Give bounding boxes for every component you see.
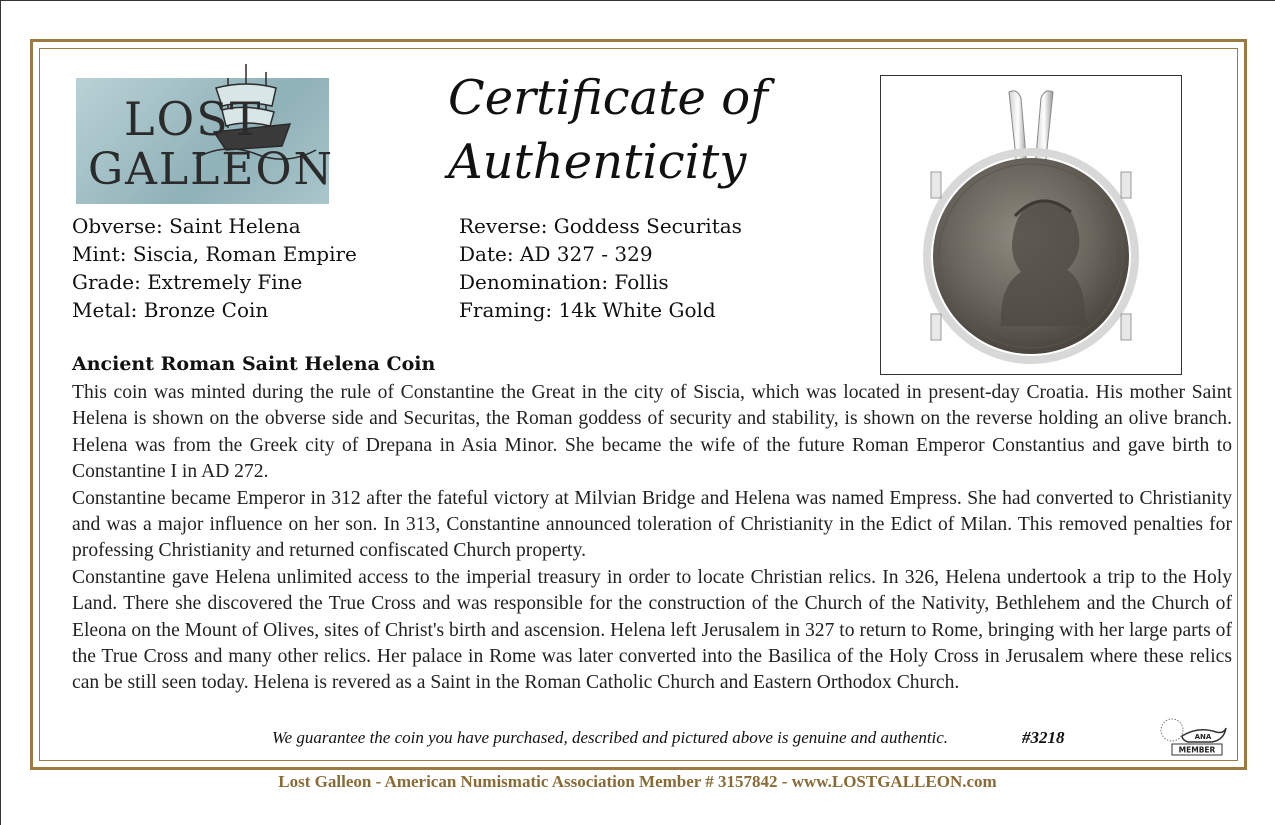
page-top-rule	[0, 0, 1275, 1]
page-left-rule	[0, 0, 1, 825]
title-line-1: Certificate of	[448, 70, 768, 126]
coin-description	[72, 380, 1232, 697]
coin-pendant-icon	[881, 76, 1181, 374]
ana-badge-bottom-text: MEMBER	[1178, 745, 1216, 755]
description-heading: Ancient Roman Saint Helena Coin	[72, 353, 436, 375]
grade-detail: Grade: Extremely Fine	[72, 270, 303, 294]
title-line-2: Authenticity	[448, 134, 747, 190]
coin-details-right	[459, 212, 742, 324]
certificate-number: #3218	[1022, 728, 1065, 747]
lost-galleon-logo	[76, 78, 335, 204]
logo-text-galleon: GALLEON	[88, 144, 335, 195]
ana-member-badge	[1158, 714, 1230, 758]
description-paragraph-3: Constantine gave Helena unlimited access to the imperial treasury in order to locate Christian relics. In 326, Helena undertook a trip to the Holy Land. There she discovered the True Cross and was responsible for the construction of the Church of the Nativity, Bethlehem and the Church of Eleona on the Mount of Olives, sites of Christ's birth and ascension. Helena left Jerusalem in 327 to return to Rome, bringing with her large parts of the True Cross and many other relics. Her palace in Rome was later converted into the Basilica of the Holy Cross in Jerusalem where these relics can be still seen today. Helena is revered as a Saint in the Roman Catholic Church and Eastern Orthodox Church.	[72, 566, 1232, 694]
framing-detail: Framing: 14k White Gold	[459, 298, 716, 322]
description-paragraph-1: This coin was minted during the rule of Constantine the Great in the city of Siscia, which was located in present-day Croatia. His mother Saint Helena is shown on the obverse side and Securitas, the Roman goddess of security and stability, is shown on the reverse holding an olive branch. Helena was from the Greek city of Drepana in Asia Minor. She became the wife of the future Roman Emperor Constantius and gave birth to Constantine I in AD 272.	[72, 382, 1232, 483]
footer-membership-line: Lost Galleon - American Numismatic Association Member # 3157842 - www.LOSTGALLEON.com	[278, 772, 997, 791]
metal-detail: Metal: Bronze Coin	[72, 298, 269, 322]
oil-lamp-icon	[1158, 714, 1230, 758]
reverse-detail: Reverse: Goddess Securitas	[459, 214, 742, 238]
guarantee-statement: We guarantee the coin you have purchased, described and pictured above is genuine and authentic.	[272, 728, 949, 747]
coin-pendant-photo	[880, 75, 1182, 375]
coin-details-left	[72, 212, 357, 324]
mint-detail: Mint: Siscia, Roman Empire	[72, 242, 357, 266]
denomination-detail: Denomination: Follis	[459, 270, 669, 294]
description-paragraph-2: Constantine became Emperor in 312 after the fateful victory at Milvian Bridge and Helena was named Empress. She had converted to Christianity and was a major influence on her son. In 313, Constantine announced toleration of Christianity in the Edict of Milan. This removed penalties for professing Christianity and returned confiscated Church property.	[72, 487, 1232, 562]
logo-text-lost: LOST	[124, 92, 263, 146]
ana-badge-top-text: ANA	[1194, 733, 1212, 741]
date-detail: Date: AD 327 - 329	[459, 242, 653, 266]
certificate-title	[448, 66, 768, 194]
obverse-detail: Obverse: Saint Helena	[72, 214, 301, 238]
